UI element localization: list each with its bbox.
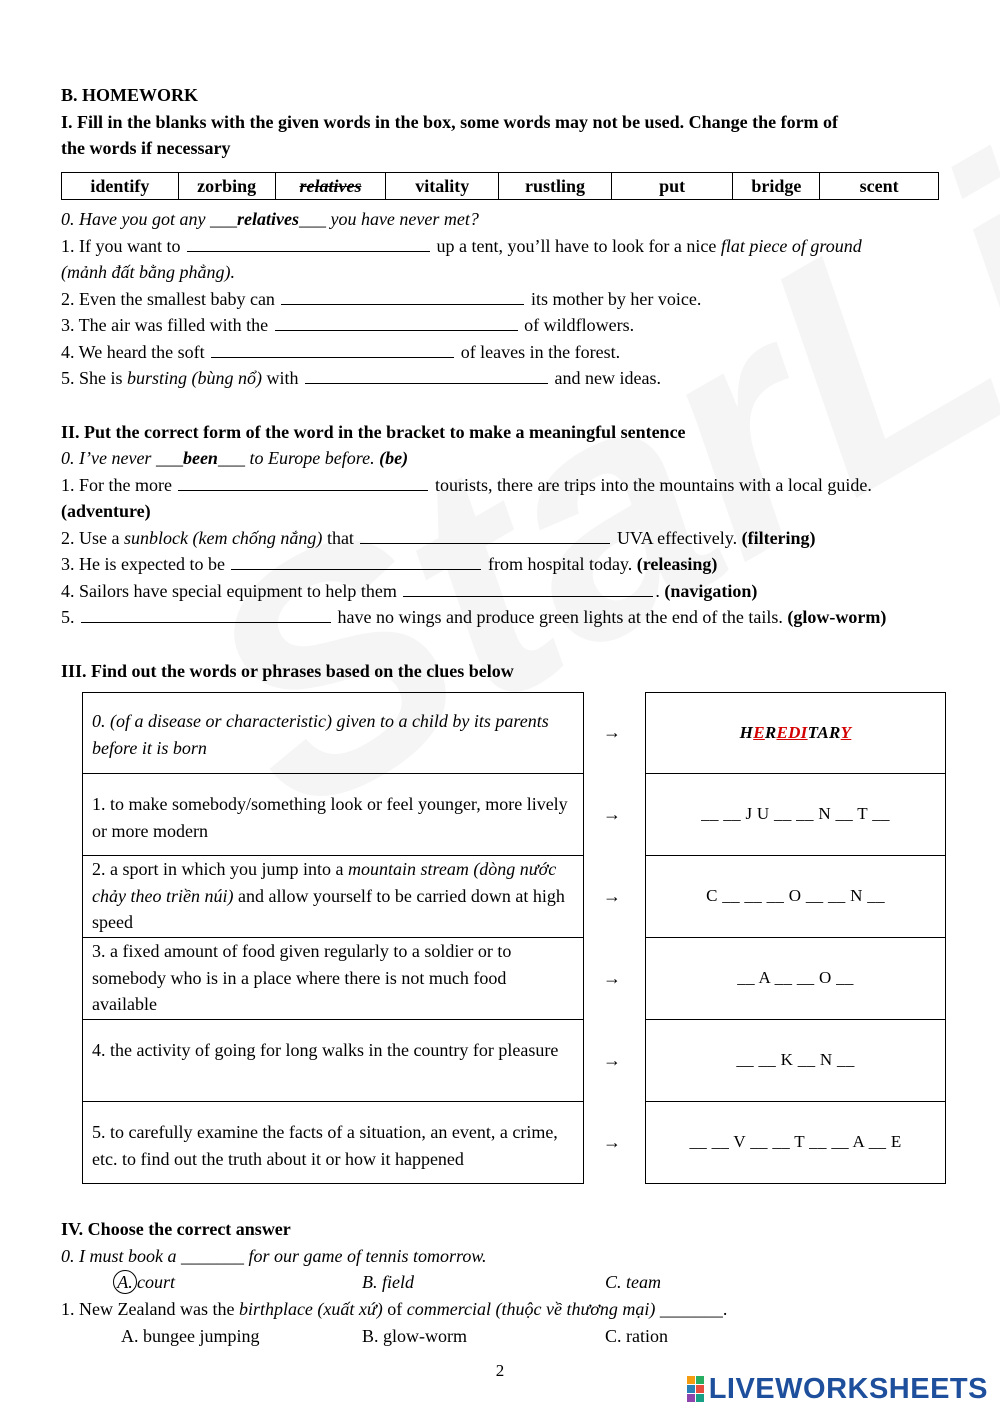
p2-example-answer: been xyxy=(182,448,218,468)
p2-q3-hint: (releasing) xyxy=(636,554,718,574)
clue-0: 0. (of a disease or characteristic) given to a child by its parents before it is born xyxy=(83,693,583,774)
clue-1: 1. to make somebody/something look or feel younger, more lively or more modern xyxy=(83,774,583,856)
part1-q3 xyxy=(61,312,951,339)
p2-q5-pre: 5. xyxy=(61,607,75,627)
word-vitality: vitality xyxy=(386,172,499,200)
example-post: ___ you have never met? xyxy=(298,209,479,229)
q5-post: and new ideas. xyxy=(554,368,661,388)
q3-pre: 3. The air was filled with the xyxy=(61,315,269,335)
clue-5: 5. to carefully examine the facts of a situation, an event, a crime, etc. to find out the truth about it or how it happened xyxy=(83,1102,583,1184)
q1-pre: 1. If you want to xyxy=(61,235,181,256)
arrow-icon: → xyxy=(603,722,621,743)
p4-q1-italic2: commercial (thuộc về thương mại) xyxy=(406,1299,656,1319)
p2-example-hint: (be) xyxy=(379,448,409,468)
clue-4: 4. the activity of going for long walks in the country for pleasure xyxy=(83,1020,583,1102)
part4-example-options xyxy=(61,1269,951,1296)
q2-pre: 2. Even the smallest baby can xyxy=(61,288,275,309)
q5-blank[interactable] xyxy=(305,366,548,384)
part2-q3 xyxy=(61,551,951,578)
arrow-icon: → xyxy=(603,967,621,988)
p2-q3-pre: 3. He is expected to be xyxy=(61,554,225,574)
option-b[interactable]: B. field xyxy=(362,1272,414,1292)
part4-example-question: 0. I must book a _______ for our game of tennis tomorrow. xyxy=(61,1245,487,1266)
p2-q1-blank[interactable] xyxy=(178,473,428,491)
arrow-icon: → xyxy=(603,1131,621,1152)
q1-blank[interactable] xyxy=(187,234,430,252)
answer-0-part-red: EDI xyxy=(776,722,808,742)
q4-blank[interactable] xyxy=(211,340,454,358)
part2-instruction: II. Put the correct form of the word in the bracket to make a meaningful sentence xyxy=(61,421,686,442)
q1-mid: up a tent, you’ll have to look for a nice xyxy=(436,235,717,256)
q4-pre: 4. We heard the soft xyxy=(61,341,205,362)
p2-q2-mid: that xyxy=(326,527,354,548)
q2-post: its mother by her voice. xyxy=(530,288,702,309)
part1-q4 xyxy=(61,339,951,366)
p2-q1-pre: 1. For the more xyxy=(61,474,172,495)
clue-table xyxy=(61,692,951,1186)
answer-column xyxy=(645,692,946,1184)
option-a[interactable] xyxy=(116,1269,175,1296)
page-number: 2 xyxy=(495,1361,505,1380)
answer-0-part-red: Y xyxy=(840,722,852,742)
answer-0-part-red: E xyxy=(753,722,765,742)
q5-pre: 5. She is xyxy=(61,368,123,388)
part2-q2 xyxy=(61,525,951,552)
liveworksheets-logo xyxy=(687,1373,988,1405)
part2-q1 xyxy=(61,472,951,499)
p2-q4-hint: (navigation) xyxy=(664,580,758,601)
part4-q1 xyxy=(61,1296,951,1323)
section-title: B. HOMEWORK xyxy=(61,85,199,105)
word-box xyxy=(61,172,939,201)
p2-example-pre: 0. I’ve never ___ xyxy=(61,448,183,468)
answer-5[interactable]: __ __ V __ __ T __ __ A __ E xyxy=(646,1102,945,1184)
p2-q5-blank[interactable] xyxy=(81,605,331,623)
part4-instruction: IV. Choose the correct answer xyxy=(61,1219,291,1239)
word-put: put xyxy=(611,172,733,200)
word-relatives: relatives xyxy=(275,172,386,200)
q1-option-c[interactable]: C. ration xyxy=(605,1325,668,1346)
arrow-column xyxy=(602,692,622,1183)
p4-q1-post: _______. xyxy=(659,1299,728,1319)
q1-italic: flat piece of ground xyxy=(720,235,862,256)
example-pre: 0. Have you got any ___ xyxy=(61,209,237,229)
q4-post: of leaves in the forest. xyxy=(460,341,621,362)
answer-4[interactable]: __ __ K __ N __ xyxy=(646,1020,945,1102)
word-bridge: bridge xyxy=(733,172,820,200)
answer-3[interactable]: __ A __ __ O __ xyxy=(646,938,945,1020)
word-scent: scent xyxy=(820,172,939,200)
part4-q1-options xyxy=(61,1323,951,1350)
arrow-icon: → xyxy=(603,1049,621,1070)
clue-2-pre: 2. a sport in which you jump into a xyxy=(92,859,344,879)
clue-3: 3. a fixed amount of food given regularly to a soldier or to somebody who is in a place where there is not much food available xyxy=(83,938,583,1020)
part3-instruction: III. Find out the words or phrases based on the clues below xyxy=(61,660,514,681)
part1-q1 xyxy=(61,233,951,260)
clue-column xyxy=(82,692,584,1184)
p2-q2-blank[interactable] xyxy=(360,526,610,544)
clue-2-post: and allow yourself to be carried down at high speed xyxy=(92,885,565,932)
arrow-icon: → xyxy=(603,885,621,906)
answer-0-part: TAR xyxy=(807,722,841,742)
clue-2-italic: mountain stream (dòng nước chảy theo triền núi) xyxy=(92,859,557,906)
part1-instruction-line2: the words if necessary xyxy=(61,138,231,158)
p4-q1-italic1: birthplace (xuất xứ) xyxy=(238,1299,383,1319)
part2-q4 xyxy=(61,578,951,605)
logo-mark-icon xyxy=(687,1376,705,1402)
part1-instruction xyxy=(61,109,951,162)
part2-q5 xyxy=(61,604,951,631)
q2-blank[interactable] xyxy=(281,287,524,305)
option-a-circle: A. xyxy=(113,1270,137,1294)
option-a-text: court xyxy=(137,1272,175,1292)
p2-q4-blank[interactable] xyxy=(403,579,653,597)
worksheet-page xyxy=(61,82,951,1350)
p2-q2-post: UVA effectively. xyxy=(616,527,738,548)
p4-q1-mid: of xyxy=(387,1299,403,1319)
p2-q4-pre: 4. Sailors have special equipment to help them xyxy=(61,580,397,601)
word-zorbing: zorbing xyxy=(178,172,275,200)
word-rustling: rustling xyxy=(499,172,612,200)
q1-option-b[interactable]: B. glow-worm xyxy=(362,1325,467,1346)
option-c[interactable]: C. team xyxy=(605,1272,661,1292)
answer-0 xyxy=(646,693,945,774)
p2-q2-pre: 2. Use a xyxy=(61,527,120,548)
part2-example xyxy=(61,445,951,472)
p2-example-post: ___ to Europe before. xyxy=(217,448,375,468)
clue-2 xyxy=(83,856,583,938)
q5-mid: with xyxy=(266,368,299,388)
part1-q1-line2: (mảnh đất bằng phẳng). xyxy=(61,262,235,282)
p4-q1-pre: 1. New Zealand was the xyxy=(61,1299,235,1319)
part1-q5 xyxy=(61,365,951,392)
logo-text: LIVEWORKSHEETS xyxy=(708,1372,988,1405)
p2-q2-italic: sunblock (kem chống nắng) xyxy=(123,527,323,548)
part1-q2 xyxy=(61,286,951,313)
answer-0-part: R xyxy=(764,722,777,742)
answer-2[interactable]: C __ __ __ O __ __ N __ xyxy=(646,856,945,938)
p2-q1-post: tourists, there are trips into the mountains with a local guide. xyxy=(434,474,872,495)
p2-q4-post: . xyxy=(655,580,660,601)
example-answer: relatives xyxy=(236,209,299,229)
p2-q2-hint: (filtering) xyxy=(741,527,816,548)
arrow-icon: → xyxy=(603,803,621,824)
q1-option-a[interactable]: A. bungee jumping xyxy=(121,1325,260,1346)
q3-post: of wildflowers. xyxy=(524,315,635,335)
part1-instruction-line1: I. Fill in the blanks with the given words in the box, some words may not be used. Change the form of xyxy=(61,111,839,132)
p2-q3-post: from hospital today. xyxy=(487,554,633,574)
p2-q3-blank[interactable] xyxy=(231,552,481,570)
word-identify: identify xyxy=(62,172,179,200)
answer-1[interactable]: __ __ J U __ __ N __ T __ xyxy=(646,774,945,856)
answer-0-part: H xyxy=(739,722,754,742)
part1-example xyxy=(61,206,951,233)
q3-blank[interactable] xyxy=(275,313,518,331)
part2-q1-hint: (adventure) xyxy=(61,501,151,521)
q5-italic: bursting (bùng nổ) xyxy=(127,368,263,388)
p2-q5-hint: (glow-worm) xyxy=(787,607,887,627)
p2-q5-post: have no wings and produce green lights at the end of the tails. xyxy=(337,607,783,627)
